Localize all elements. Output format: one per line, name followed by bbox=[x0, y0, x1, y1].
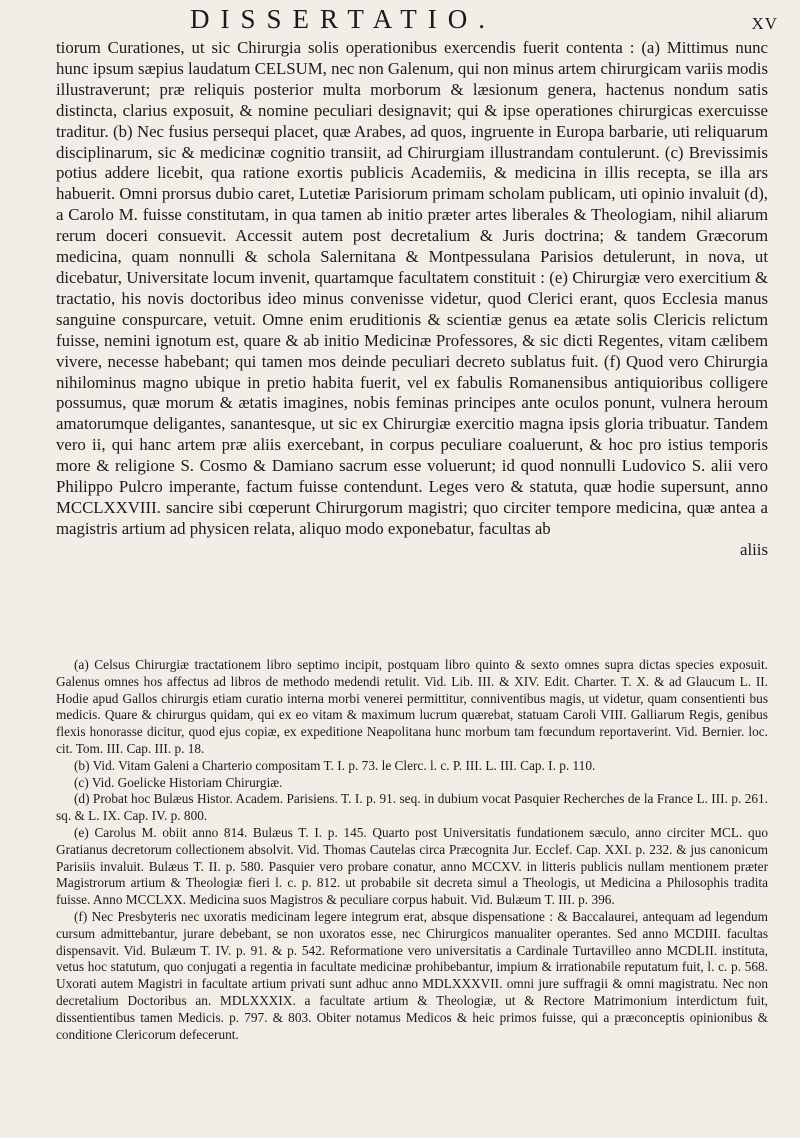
page-number: XV bbox=[751, 14, 778, 33]
main-paragraph: tiorum Curationes, ut sic Chirurgia solis operationibus exercendis fuerit contenta : (a) Mittimus nunc hunc ipsum sæpius laudatum CELSUM, nec non Galenum, qui non minus artem chirurgicam variis modis illustraverunt; præ reliquis posterior multa morborum & læsionum genera, hactenus nondum satis distincta, clarius exposuit, & nomine peculiari designavit; qui & ipse operationes chirurgicas exercuisse traditur. (b) Nec fusius persequi placet, quæ Arabes, ad quos, ingruente in Europa barbarie, uti reliquarum disciplinarum, sic & medicinæ cognitio transiit, ad Chirurgiam illustrandam contulerunt. (c) Brevissimis potius addere licebit, qua ratione exortis publicis Academiis, & medicina in illis recepta, se illa ars habuerit. Omni prorsus dubio caret, Lutetiæ Parisiorum primam scholam publicam, uti opinio invaluit (d), a Carolo M. fuisse constitutam, in qua tamen ab initio præter artes liberales & Theologiam, nihil aliarum rerum doceri consuevit. Accessit autem post decretalium & Juris doctrina; & tandem Græcorum medicina, quam nonnulli & schola Salernitana & Montpessulana Parisios detulerunt, in nova, ut dicebatur, Universitate locum invenit, quartamque facultatem constituit : (e) Chirurgiæ vero exercitium & tractatio, his novis doctoribus ideo minus convenisse videtur, quod Clerici erant, quos Ecclesia manus sanguine conspurcare, vetuit. Omne enim eruditionis & scientiæ genus ea ætate solis Clericis relictum fuisse, nemini ignotum est, quare & ab initio Medicinæ Professores, & sic dicti Regentes, vitam cælibem vivere, necesse habebant; qui tamen mos deinde peculiari decreto sublatus fuit. (f) Quod vero Chirurgia nihilominus magno ubique in pretio habita fuerit, vel ex fabulis Romanensibus antiquioribus colligere possumus, quæ morum & ætatis imagines, nobis feminas principes ante oculos ponunt, vulnera heroum amatorumque deligantes, sanantesque, ut sic ex Chirurgiæ exercitio magna ipsis gloria tribuatur. Tandem vero ii, qui hanc artem præ aliis exercebant, in corpus peculiare coaluerunt, & hoc pro istius temporis more & religione S. Cosmo & Damiano sacrum esse voluerunt; id quod nonnulli Ludovico S. alii vero Philippo Pulcro imperante, factum fuisse contendunt. Leges vero & statuta, quæ hodie supersunt, anno MCCLXXVIII. sancire sibi cœperunt Chirurgorum magistri; quo circiter tempore medicina, quæ antea a magistris artium ad physicen relata, aliquo modo exponebatur, facultas ab bbox=[56, 38, 768, 538]
footnote-e: (e) Carolus M. obiit anno 814. Bulæus T. I. p. 145. Quarto post Universitatis fundationem sæculo, anno circiter MCL. quo Gratianus decretorum collectionem absolvit. Vid. Thomas Cautelas circa Præcognita Jur. Ecclef. Cap. XXI. p. 232. & jus canonicum Parisiis invaluit. Bulæus T. II. p. 580. Pasquier vero probare conatur, anno MCCXV. in litteris publicis nullam mentionem præter Magistrorum artium & Theologiæ fieri l. c. p. 812. ut probabile sit decreta simul a Theologis, ut Medicina a Philosophis tradita fuisse. Anno MCCLXX. Medicina suos Magistros & peculiare corpus habuit. Vid. Bulæum T. III. p. 396. bbox=[56, 824, 768, 908]
running-title: DISSERTATIO. bbox=[190, 4, 496, 34]
footnote-c: (c) Vid. Goelicke Historiam Chirurgiæ. bbox=[74, 774, 283, 790]
main-text bbox=[56, 38, 768, 561]
footnotes bbox=[56, 657, 768, 1043]
footnote-a: (a) Celsus Chirurgiæ tractationem libro septimo incipit, postquam libro quinto & sexto omnes supra dictas species exposuit. Galenus omnes hos affectus ad libros de methodo medendi retulit. Vid. Lib. III. & XIV. Edit. Charter. T. X. & ad Glaucum L. II. Hodie apud Gallos chirurgis etiam curatio interna morbi venerei permittitur, conniventibus magis, ut videtur, quam consentienti bus medicis. Quare & chirurgus quidam, qui ex eo vitam & maximum lucrum quærebat, statuam Caroli VIII. Galliarum Regis, genibus flexis honorasse dicitur, quod ejus copiæ, ex expeditione Neapolitana hunc morbum tam fœcundum reportaverint. Vid. Bernier. loc. cit. Tom. III. Cap. III. p. 18. bbox=[56, 657, 768, 756]
footnote-b: (b) Vid. Vitam Galeni a Charterio compositam T. I. p. 73. le Clerc. l. c. P. III. L. III. Cap. I. p. 110. bbox=[74, 757, 596, 773]
running-header bbox=[0, 4, 800, 34]
footnote-f: (f) Nec Presbyteris nec uxoratis medicinam legere integrum erat, absque dispensatione : & Baccalaurei, antequam ad legendum cursum admittebantur, jurare debebant, se non uxoratos esse, nec Chirurgicos manualiter operantes. Sed anno MCDIII. facultas dispensavit. Vid. Bulæum T. IV. p. 91. & p. 542. Reformatione vero universitatis a Cardinale Turtavilleo anno MCDLII. instituta, vetus hoc statutum, quo conjugati a regentia in facultate medicinæ prohibebantur, impium & irrationabile reputatum fuit, l. c. p. 568. Uxorati autem Magistri in facultate artium privati sunt adhuc anno MDLXXXVII. omni jure suffragii & omni magistratu. Nec non decretalium Doctoribus an. MDLXXXIX. a facultate artium & Theologiæ, ut & Rectore Matrimonium interdictum fuit, dissentientibus tamen Medicis. p. 797. & 803. Obiter notamus Medicos & heic primos fuisse, qui a præconceptis opinionibus & conditione Clericorum defecerunt. bbox=[56, 908, 768, 1042]
footnote-d: (d) Probat hoc Bulæus Histor. Academ. Parisiens. T. I. p. 91. seq. in dubium vocat Pasquier Recherches de la France L. III. p. 261. sq. & L. IX. Cap. IV. p. 800. bbox=[56, 791, 768, 824]
catchword: aliis bbox=[740, 539, 768, 559]
